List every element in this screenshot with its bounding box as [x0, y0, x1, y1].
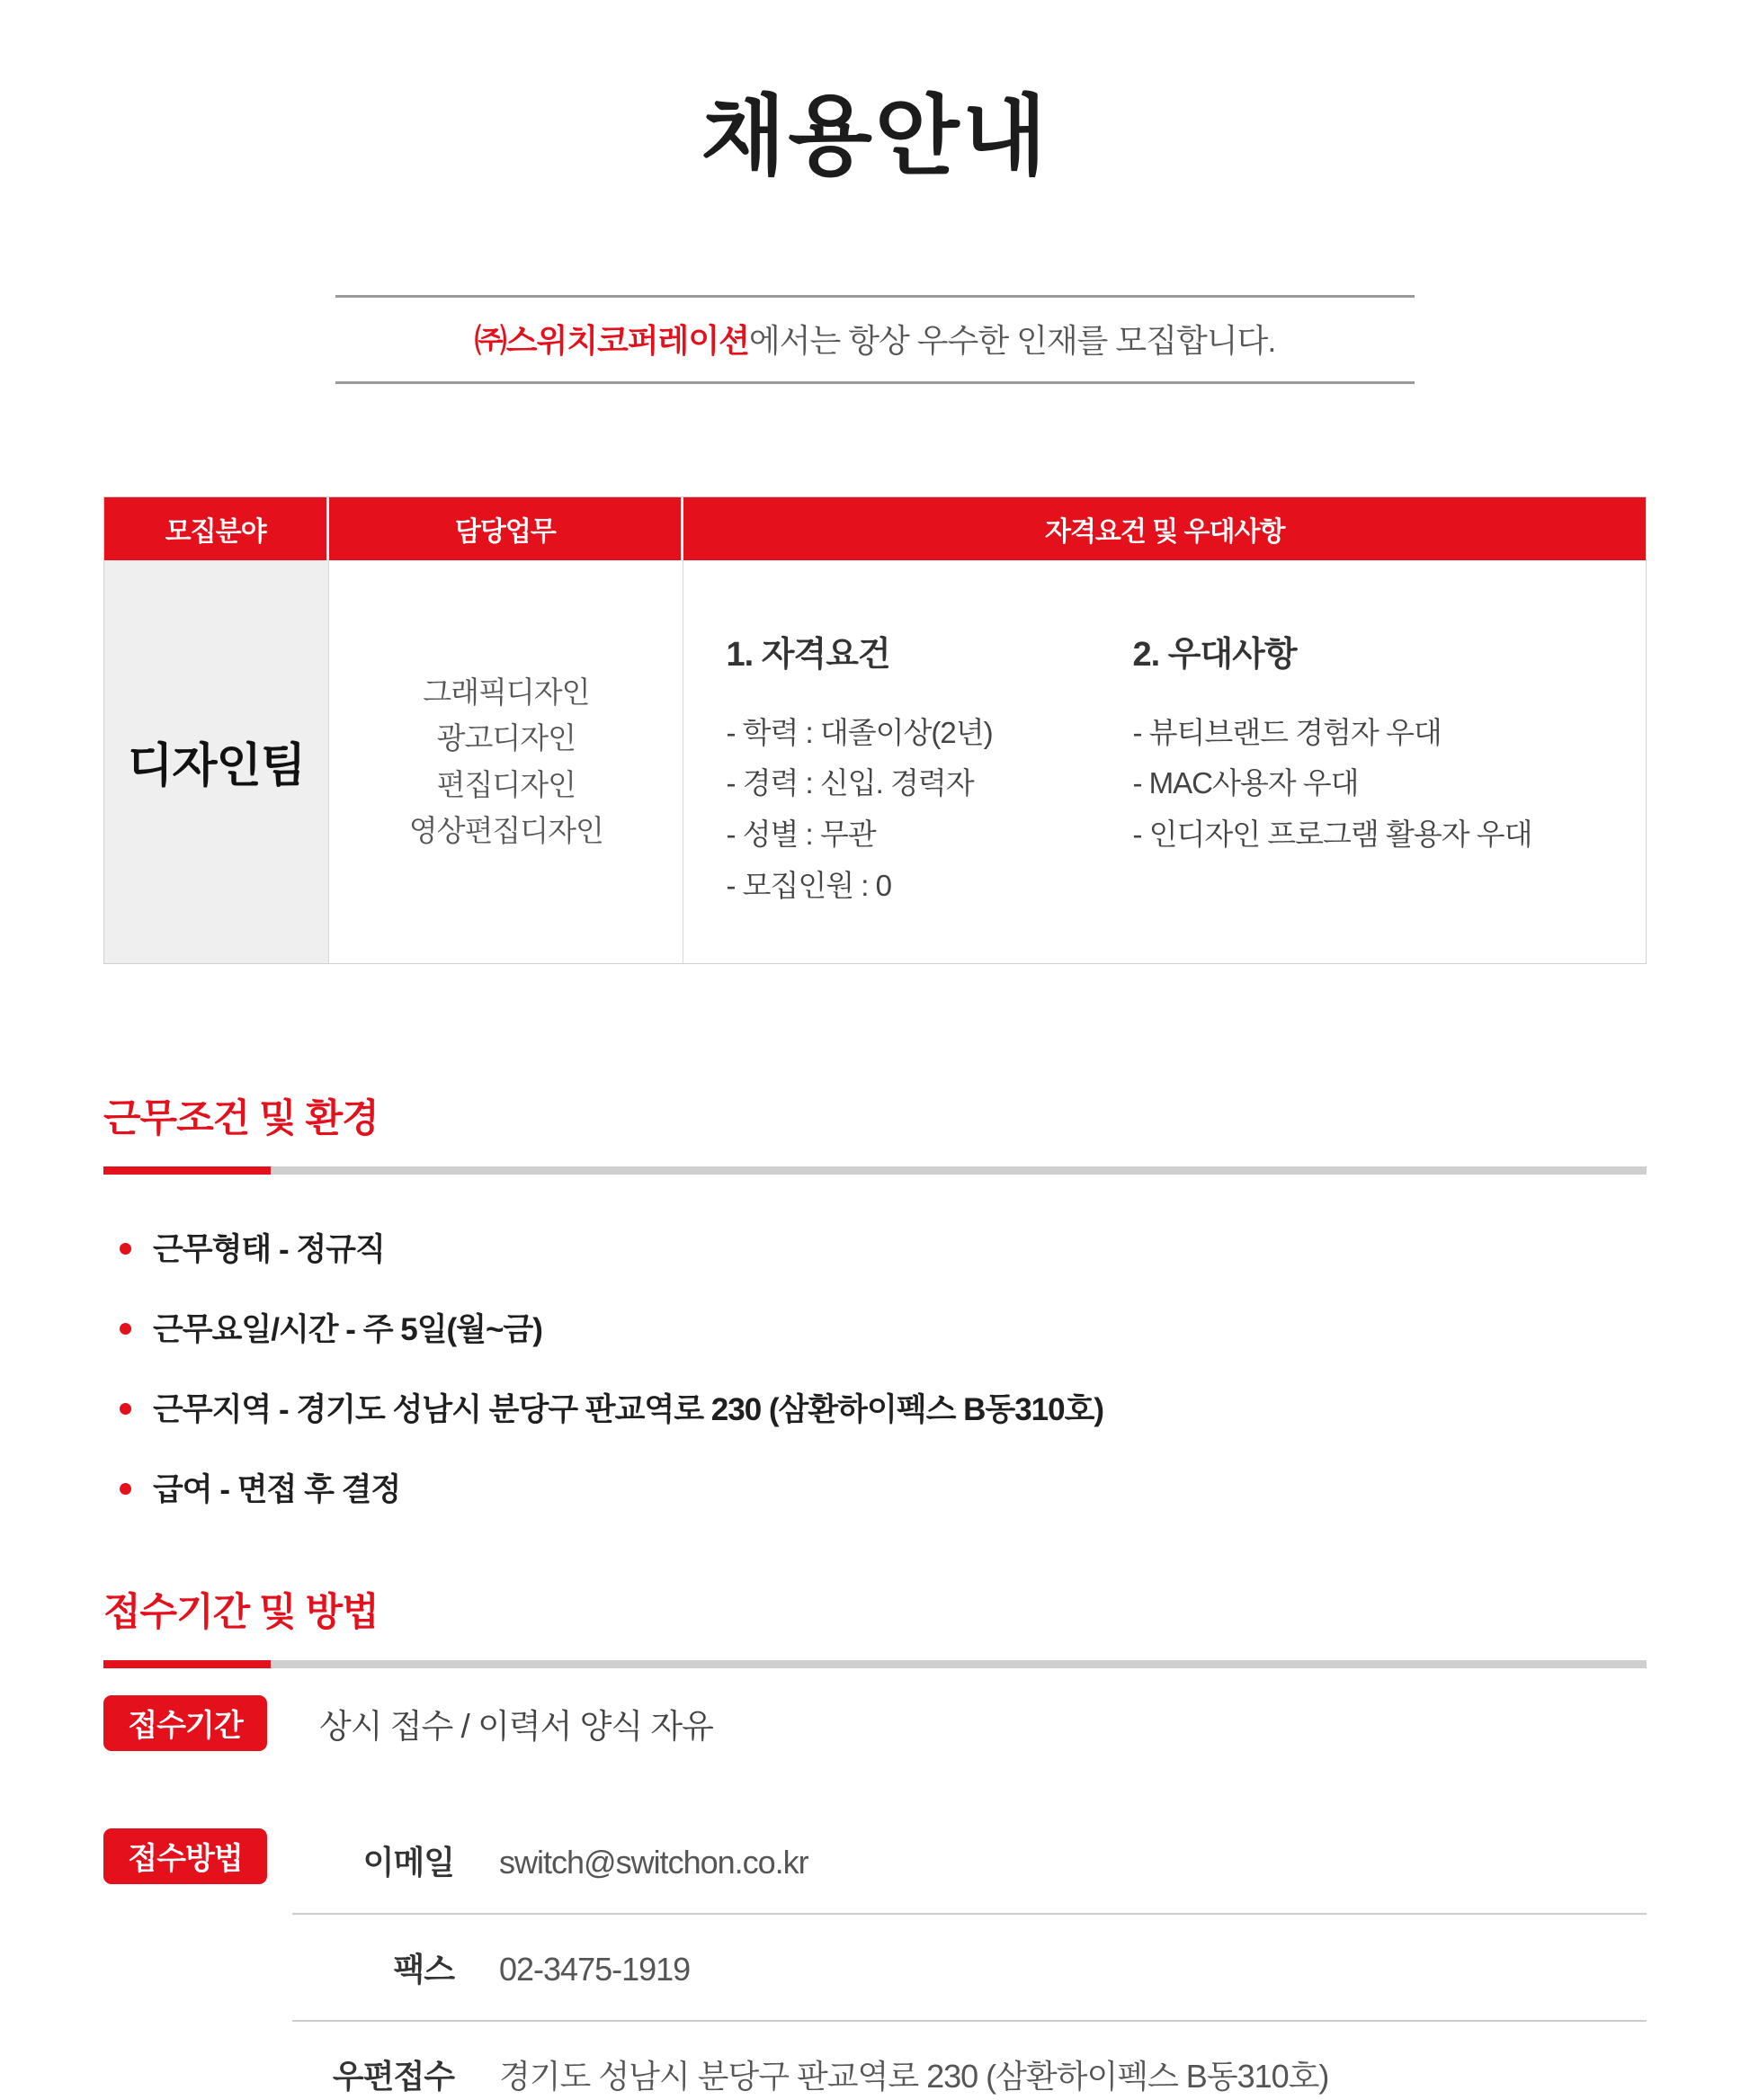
preference-item: - 인디자인 프로그램 활용자 우대	[1132, 818, 1532, 852]
qualification-item: - 경력 : 신입. 경력자	[726, 766, 974, 800]
duties-cell	[329, 560, 683, 963]
qualifications-cell	[683, 560, 1646, 963]
preference-item: - 뷰티브랜드 경험자 우대	[1132, 715, 1442, 749]
col-header-qualifications: 자격요건 및 우대사항	[683, 497, 1646, 560]
qualifications-title: 1. 자격요건	[726, 635, 890, 674]
preference-item: - MAC사용자 우대	[1132, 766, 1359, 800]
subtitle-text: 에서는 항상 우수한 인재를 모집합니다.	[748, 321, 1276, 359]
bullet-icon	[120, 1243, 131, 1255]
period-text: 상시 접수 / 이력서 양식 자유	[319, 1707, 713, 1745]
list-item	[120, 1225, 1647, 1270]
section-divider-accent	[103, 1660, 271, 1668]
list-item-text: 급여 - 면접 후 결정	[153, 1471, 401, 1507]
bullet-icon	[120, 1483, 131, 1495]
method-value: 경기도 성남시 분당구 판교역로 230 (삼환하이펙스 B동310호)	[499, 2057, 1329, 2095]
method-value: 02-3475-1919	[499, 1950, 691, 1988]
table-row	[104, 560, 1646, 963]
table-header-row	[104, 497, 1646, 560]
method-rows	[292, 1828, 1647, 2100]
work-conditions-heading: 근무조건 및 환경	[103, 1096, 379, 1140]
qualification-item: - 모집인원 : 0	[726, 868, 891, 902]
recruit-table	[103, 496, 1647, 964]
list-item	[120, 1305, 1647, 1350]
bullet-icon	[120, 1323, 131, 1335]
method-label: 팩스	[393, 1950, 454, 1988]
work-conditions-section	[103, 1088, 1647, 1510]
duty-item: 그래픽디자인	[423, 675, 590, 710]
qualifications-block	[726, 626, 1132, 912]
col-header-field: 모집분야	[104, 497, 329, 560]
method-value: switch@switchon.co.kr	[499, 1843, 808, 1881]
list-item-text: 근무형태 - 정규직	[153, 1231, 385, 1267]
method-label: 우편접수	[332, 2057, 454, 2095]
list-item-text: 근무요일/시간 - 주 5일(월~금)	[153, 1311, 542, 1347]
method-row-mail	[292, 2022, 1647, 2100]
work-conditions-list	[103, 1225, 1647, 1510]
method-badge: 접수방법	[103, 1828, 267, 1884]
subtitle	[335, 295, 1415, 384]
list-item-text: 근무지역 - 경기도 성남시 분당구 판교역로 230 (삼환하이펙스 B동310호)	[153, 1391, 1104, 1427]
method-label: 이메일	[362, 1843, 454, 1881]
page-title: 채용안내	[701, 87, 1049, 185]
qualifications-layout	[684, 561, 1645, 912]
method-row-fax	[292, 1915, 1647, 2022]
company-name: ㈜스위치코퍼레이션	[474, 321, 749, 359]
duty-item: 영상편집디자인	[408, 813, 603, 847]
application-period-row	[103, 1695, 1647, 1751]
preferences-block	[1132, 626, 1627, 861]
duty-item: 광고디자인	[436, 721, 576, 755]
team-cell: 디자인팀	[104, 560, 329, 963]
list-item	[120, 1465, 1647, 1510]
application-section	[103, 1582, 1647, 2100]
qualification-item: - 학력 : 대졸이상(2년)	[726, 715, 993, 749]
section-divider-accent	[103, 1166, 271, 1175]
preferences-title: 2. 우대사항	[1132, 635, 1297, 674]
application-method-block	[103, 1828, 1647, 2100]
section-divider	[103, 1660, 1647, 1668]
duty-item: 편집디자인	[436, 767, 576, 801]
qualification-item: - 성별 : 무관	[726, 818, 876, 852]
section-divider	[103, 1166, 1647, 1175]
application-heading: 접수기간 및 방법	[103, 1590, 379, 1634]
list-item	[120, 1385, 1647, 1430]
col-header-duties: 담당업무	[329, 497, 683, 560]
method-row-email	[292, 1828, 1647, 1915]
bullet-icon	[120, 1403, 131, 1415]
period-badge: 접수기간	[103, 1695, 267, 1751]
